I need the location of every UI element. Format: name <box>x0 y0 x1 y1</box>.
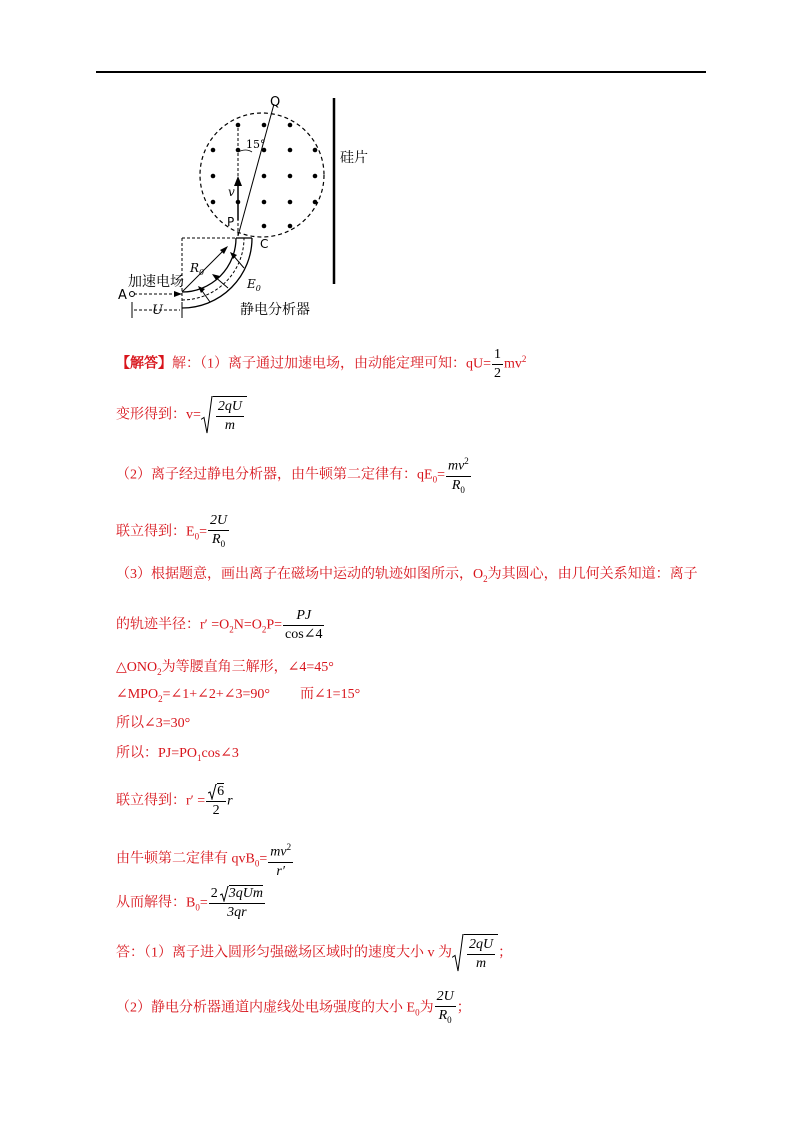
q-direction-line <box>238 104 274 236</box>
field-dot <box>262 200 267 205</box>
l12-frac: 2 3qUm 3qr <box>210 886 263 920</box>
l4-frac: $\frac{2U}{R_0}$ <box>209 513 228 549</box>
l13-sqrt: $\frac{2qU}{m}$ <box>452 934 498 973</box>
solution-tag: 【解答】 <box>116 356 172 372</box>
l3-text: （2）离子经过静电分析器，由牛顿第二定律有：qE <box>116 467 433 483</box>
solution-line-12: 从而解得：$B_0=$ 2 3qUm 3qr <box>116 886 263 920</box>
label-q: Q <box>270 95 281 110</box>
physics-diagram <box>110 92 380 322</box>
l1-frac: $\frac{1}{2}$ <box>494 347 502 381</box>
field-dot <box>211 148 216 153</box>
solution-line-1 <box>116 346 526 383</box>
field-dot <box>313 174 318 179</box>
solution-line-14: （2）静电分析器通道内虚线处电场强度的大小 $E_0$为 $\frac{2U}{R_0}$ ； <box>116 988 471 1029</box>
l1-tail: mv <box>504 356 522 372</box>
field-dot <box>211 174 216 179</box>
solution-line-8: 所以∠3=30° <box>116 716 191 731</box>
solution-line-7: $\angle MPO_2=\angle 1+\angle 2+\angle 3=90^\circ$ 而∠1=15° <box>116 687 361 704</box>
field-dot <box>288 224 293 229</box>
label-p: P <box>227 215 235 229</box>
label-u: U <box>152 303 163 318</box>
l3-frac: $\frac{mv^2}{R_0}$ <box>446 452 471 498</box>
field-dot <box>262 174 267 179</box>
solution-line-4: 联立得到：$E_0=$ $\frac{2U}{R_0}$ <box>116 512 230 553</box>
l4-text: 联立得到：E <box>116 524 195 540</box>
field-dot <box>288 200 293 205</box>
label-silicon: 硅片 <box>340 150 368 166</box>
l2-text: 变形得到：v= <box>116 407 201 423</box>
field-dot <box>313 200 318 205</box>
l11-frac: $\frac{mv^2}{r'}$ <box>268 838 293 881</box>
header-rule <box>96 71 706 73</box>
solution-line-2 <box>116 396 247 435</box>
label-r0: $R_0$ <box>190 261 205 277</box>
label-c: C <box>260 237 269 251</box>
l1-sup: 2 <box>521 354 527 365</box>
solution-line-5b: 的轨迹半径：$r' =O_2N=O_2P=$ $\frac{PJ}{\cos\angle 4}$ <box>116 608 323 642</box>
label-v: v <box>228 185 235 199</box>
field-dot <box>211 200 216 205</box>
l1-text: 解：（1）离子通过加速电场，由动能定理可知：qU= <box>172 356 492 372</box>
efield-arrowhead-1 <box>212 274 220 280</box>
solution-line-9: 所以：$PJ=PO_1\cos\angle 3$ <box>116 746 239 763</box>
label-angle: 15° <box>246 138 266 151</box>
field-dot <box>313 148 318 153</box>
label-analyzer: 静电分析器 <box>240 302 310 318</box>
label-e0: $E_0$ <box>247 277 261 293</box>
field-dot <box>262 224 267 229</box>
solution-line-6: $\triangle ONO_2$为等腰直角三解形，∠4=45° <box>116 660 334 677</box>
field-dot <box>288 123 293 128</box>
velocity-arrowhead <box>234 176 242 186</box>
solution-line-13: 答：（1）离子进入圆形匀强磁场区域时的速度大小 v 为 $\frac{2qU}{m}$ ； <box>116 934 512 973</box>
l14-frac: $\frac{2U}{R_0}$ <box>436 989 454 1025</box>
solution-line-3: （2）离子经过静电分析器，由牛顿第二定律有：$qE_0=$ $\frac{mv^2}{R_0}$ <box>116 452 472 498</box>
accel-arrowhead <box>174 291 182 297</box>
l2-sqrt: $\frac{2qU}{m}$ <box>201 396 247 435</box>
field-dot <box>262 123 267 128</box>
l10-frac: $\frac{6}{2}$ <box>206 783 226 820</box>
solution-line-5a: （3）根据题意，画出离子在磁场中运动的轨迹如图所示，$O_2$为其圆心，由几何关系知道：离子 <box>116 567 698 584</box>
label-a: A <box>118 288 127 303</box>
l5b-frac: $\frac{PJ}{\cos\angle 4}$ <box>285 608 323 642</box>
field-dot <box>288 174 293 179</box>
solution-line-11: 由牛顿第二定律有 qvB$_0$= $\frac{mv^2}{r'}$ <box>116 838 294 881</box>
point-a <box>130 292 135 297</box>
label-accel: 加速电场 <box>128 274 184 290</box>
solution-line-10: 联立得到：r′ = $\frac{6}{2}$ r <box>116 784 233 818</box>
field-dot <box>288 148 293 153</box>
